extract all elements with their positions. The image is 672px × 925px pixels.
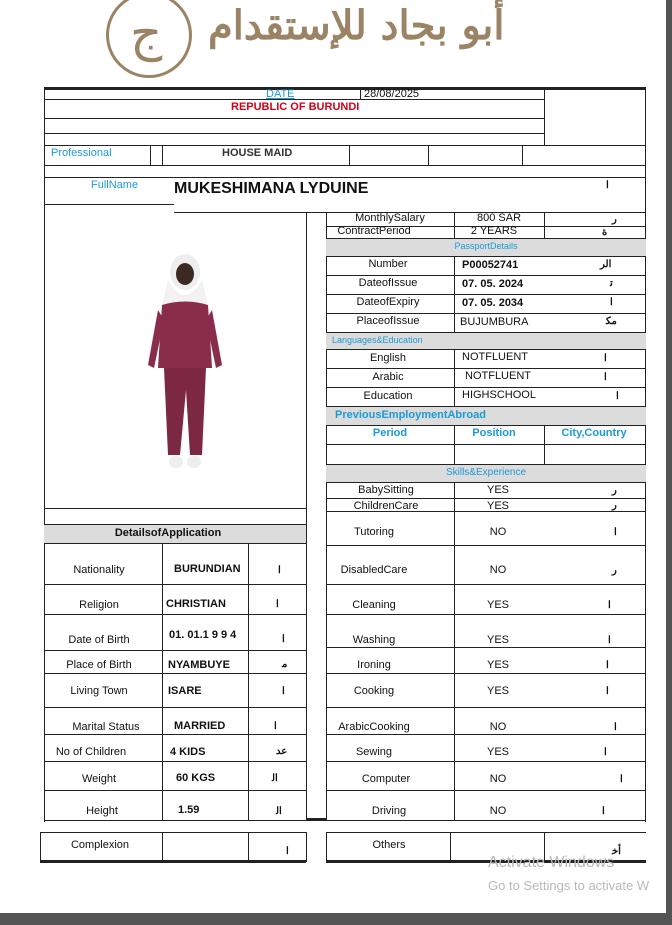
arabic-mark: ﺍ [614,722,617,733]
company-logo [100,0,580,80]
detail-label: No of Children [55,746,127,758]
arabic-mark: ﺍ [620,774,623,785]
date-label: DATE [266,88,295,100]
detail-label: Religion [79,599,119,611]
arabic-mark: ﺍ [274,721,277,732]
arabic-mark: ﺍ [604,372,607,383]
skill-label: Washing [352,634,396,646]
skill-label: ArabicCooking [338,721,410,733]
arabic-mark: ﺍﻟ [276,806,282,817]
place-of-issue-label: PlaceofIssue [356,315,420,327]
detail-value: CHRISTIAN [166,598,226,610]
english-value: NOTFLUENT [462,351,528,363]
skill-value: NO [489,805,507,817]
arabic-mark: ﺍ [604,747,607,758]
skill-value: NO [489,773,507,785]
employment-header-city: City,Country [561,427,627,439]
arabic-mark: ﺍ [608,600,611,611]
date-of-issue-label: DateofIssue [358,277,418,289]
detail-value: BURUNDIAN [174,563,241,575]
detail-label: Marital Status [72,721,140,733]
activate-windows-watermark: Activate Windows [488,854,615,871]
arabic-mark: ﺍ [608,635,611,646]
arabic-mark: ﺍ [282,634,285,645]
education-value: HIGHSCHOOL [462,389,536,401]
detail-value: MARRIED [174,720,226,732]
brand-text: أبو بجاد للإستقدام [208,2,505,49]
arabic-mark: ﺍ [616,391,619,402]
date-of-expiry-label: DateofExpiry [356,296,420,308]
skill-value: NO [489,564,507,576]
skill-label: Cleaning [352,599,396,611]
contract-period-value: 2 YEARS [470,225,518,237]
skill-label: Tutoring [354,526,394,538]
date-value: 28/08/2025 [364,88,420,100]
arabic-mark: ﺭ [612,565,617,576]
languages-section-title: Languages&Education [332,335,423,345]
skill-value: YES [486,599,509,611]
skill-label: ChildrenCare [353,500,419,512]
arabic-mark: ﻣ [282,659,288,670]
detail-value: NYAMBUYE [168,659,230,671]
professional-label: Professional [51,147,112,159]
skill-label: Computer [361,773,411,785]
employment-section-title: PreviousEmploymentAbroad [335,409,486,421]
arabic-mark: ﺍﻟﺮ [600,259,612,270]
detail-label: Complexion [70,839,130,851]
arabic-mark: ﺍ [606,660,609,671]
detail-label: Height [86,805,118,817]
skill-value: YES [486,484,509,496]
monthly-salary-label: MonthlySalary [355,212,425,224]
fullname-value: MUKESHIMANA LYDUINE [174,180,369,197]
arabic-value: NOTFLUENT [465,370,531,382]
arabic-mark: ﺍﻟ [272,773,278,784]
arabic-mark: ﺍ [278,565,281,576]
employment-header-period: Period [372,427,408,439]
detail-label: Date of Birth [68,634,130,646]
window-edge-bottom [0,913,672,925]
skill-value: NO [489,526,507,538]
date-of-issue-value: 07. 05. 2024 [462,278,524,290]
skill-label: Cooking [353,685,395,697]
arabic-mark: ﺍ [604,353,607,364]
detail-value: 4 KIDS [170,746,206,758]
skill-value: YES [486,685,509,697]
skill-label: BabySitting [358,484,414,496]
passport-number-label: Number [368,258,408,270]
place-of-issue-value: BUJUMBURA [460,316,529,328]
country-title: REPUBLIC OF BURUNDI [231,101,360,113]
monthly-salary-value: 800 SAR [476,212,522,224]
activate-windows-hint: Go to Settings to activate W [488,878,650,893]
contract-period-label: ContractPeriod [337,225,411,237]
arabic-mark: ﺭ [612,214,617,225]
detail-label: Place of Birth [66,659,132,671]
fullname-label: FullName [91,179,139,191]
arabic-mark: ﻣﻜ [606,316,617,327]
arabic-mark: ﺍ [610,297,613,308]
detail-value: ISARE [168,685,202,697]
passport-number-value: P00052741 [462,259,519,271]
skill-label: Ironing [357,659,391,671]
details-section-title: DetailsofApplication [114,527,222,539]
date-of-expiry-value: 07. 05. 2034 [462,297,524,309]
skill-label: DisabledCare [340,564,408,576]
detail-label: Nationality [73,564,125,576]
arabic-mark: ﺍ [602,806,605,817]
detail-label: Weight [81,773,117,785]
detail-value: 60 KGS [176,772,216,784]
arabic-mark: ﺃﺧ [612,846,621,857]
skill-value: YES [486,746,509,758]
passport-section-title: PassportDetails [454,241,518,251]
skill-label: Driving [371,805,407,817]
education-label: Education [363,390,413,402]
arabic-label-mark: ﺍ [606,180,609,191]
arabic-mark: ﺗ [610,278,613,289]
arabic-mark: ﺍ [282,686,285,697]
arabic-mark: ﺓ [602,227,608,238]
arabic-mark: ﺭ [612,500,617,511]
arabic-mark: ﻋﺪ [276,746,288,757]
detail-value: 1.59 [178,804,200,816]
english-label: English [369,352,407,364]
detail-label: Living Town [70,685,128,697]
skill-value: NO [489,721,507,733]
professional-value: HOUSE MAID [222,147,293,159]
logo-glyph: ﺝ [130,4,163,62]
skill-value: YES [486,634,509,646]
arabic-mark: ﺍ [606,686,609,697]
arabic-mark: ﺭ [612,485,617,496]
arabic-mark: ﺍ [614,527,617,538]
skills-section-title: Skills&Experience [445,467,527,478]
skill-value: YES [486,500,509,512]
arabic-label: Arabic [372,371,404,383]
skill-value: YES [486,659,509,671]
detail-value: 01. 01.1 9 9 4 [169,629,237,641]
arabic-mark: ﺍ [276,599,279,610]
arabic-mark: ﺍ [286,846,289,857]
skill-label: Others [372,839,406,851]
window-edge-right [666,0,672,925]
applicant-photo [140,250,230,480]
skill-label: Sewing [355,746,393,758]
employment-header-position: Position [472,427,516,439]
